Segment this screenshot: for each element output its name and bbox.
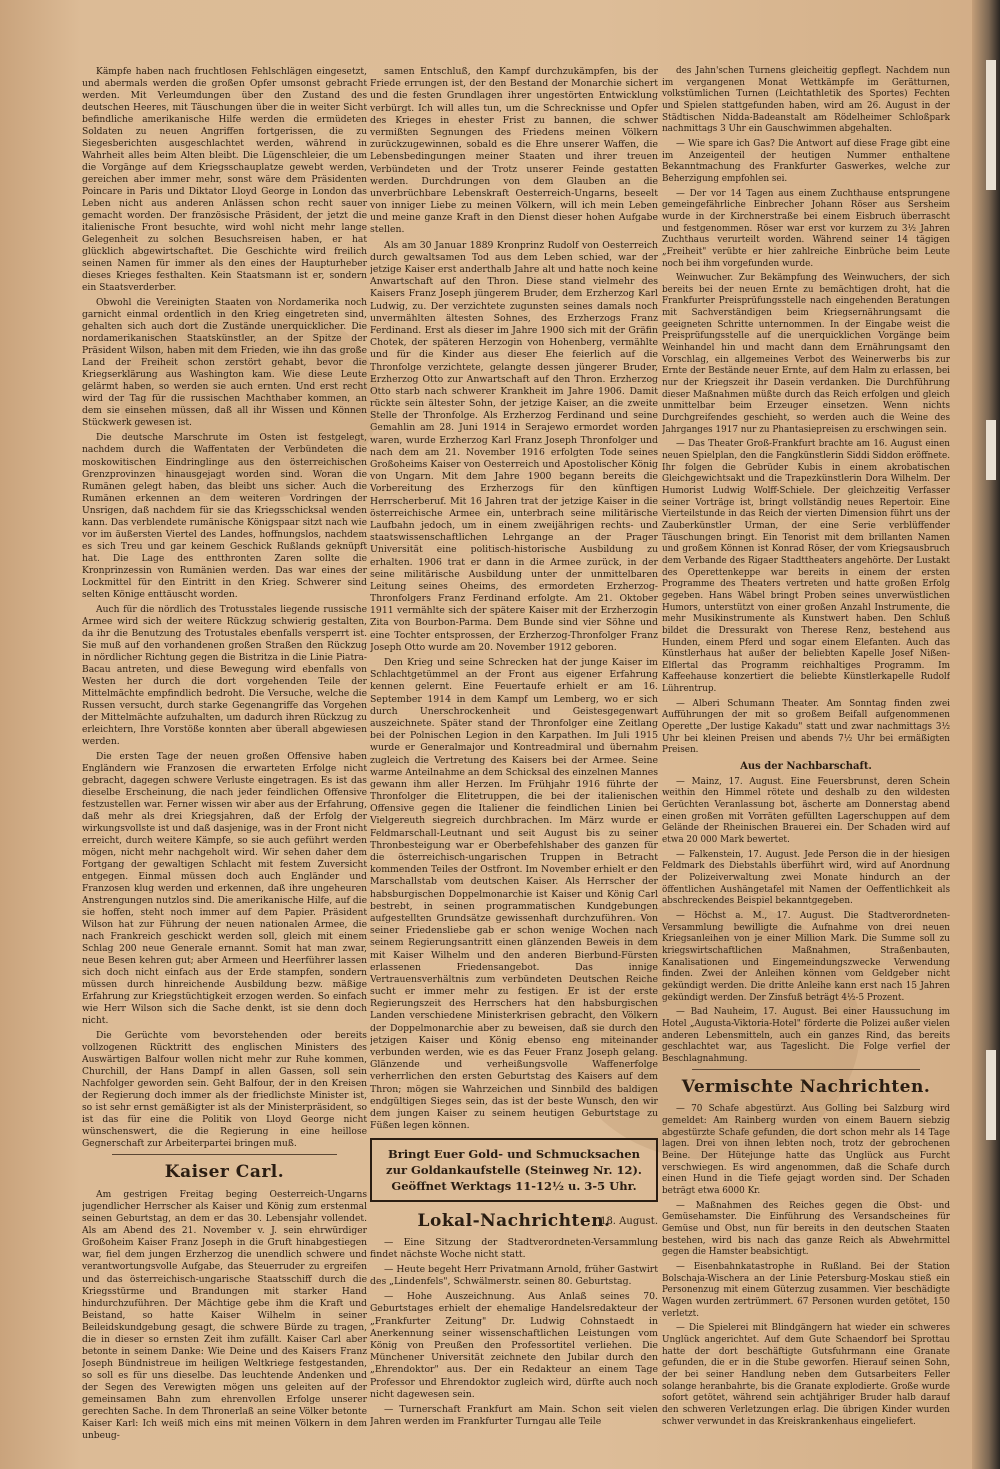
- paragraph: Die ersten Tage der neuen großen Offensive haben Engländern wie Franzosen die erwarteten Erfolge nicht gebracht, dagegen schwere Verluste eingetragen. Es ist das dieselbe Erscheinung, die nach jeder feindlichen Offensive festzustellen war. Ferner wissen wir aber aus der Erfahrung, daß mehr als drei Kriegsjahren, daß der Erfolg der wirkungsvollste ist und daß dasjenige, was in der Front nicht erreicht, durch weitere Kämpfe, so sie auch geführt werden mögen, nicht mehr nachgeholt wird. Wir sehen daher dem Fortgang der gewaltigen Schlacht mit festem Zuversicht entgegen. Einmal müssen doch auch Engländer und Franzosen klug werden und erkennen, daß ihre ungeheuren Anstrengungen nutzlos sind. Die amerikanische Hilfe, auf die sie hoffen, steht noch immer auf dem Papier. Präsident Wilson hat zur Führung der neuen nationalen Armee, die nach Frankreich geschickt werden soll, gleich mit einem Schlag 200 neue Generale ernannt. Somit hat man zwar, neue Besen kehren gut; aber Armeen und Heerführer lassen sich doch nicht einfach aus der Erde stampfen, sondern müssen durch hinreichende Ausbildung bezw. mäßige Erfahrung zur Kriegstüchtigkeit erzogen werden. So einfach wie Herr Wilson sich die Sache denkt, ist sie denn doch nicht.: [82, 751, 367, 1027]
- vermischte-article: [662, 1104, 950, 1428]
- ad-line-1: Bringt Euer Gold- und Schmucksachen: [388, 1147, 640, 1162]
- paragraph: — Höchst a. M., 17. August. Die Stadtverordneten-Versammlung bewilligte die Aufnahme von drei neuen Kriegsanleihen von je einer Million Mark. Die Summe soll zu kriegswirtschaftlichen Maßnahmen, Straßenbauten, Kanalisationen und Eingemeindungszwecke Verwendung finden. Zwei der Anleihen können vom Geldgeber nicht gekündigt werden. Die dritte Anleihe kann erst nach 15 Jahren gekündigt werden. Der Zinsfuß beträgt 4½-5 Prozent.: [662, 910, 950, 1003]
- col3-article: [662, 66, 950, 757]
- paragraph: des Jahn'schen Turnens gleicheitig gepflegt. Nachdem nun im vergangenen Monat Wettkämpfe im Gerätturnen, volkstümlichen Turnen (Leichtathletik des Sportes) Fechten und Spielen stattgefunden haben, wird am 26. August in der Städtischen Nidda-Badeanstalt am Rödelheimer Schloßpark nachmittags 3 Uhr ein Gauschwimmen abgehalten.: [662, 66, 950, 135]
- paragraph: Obwohl die Vereinigten Staaten von Nordamerika noch garnicht einmal ordentlich in den Krieg eingetreten sind, gehalten sich auch dort die Zustände unerquicklicher. Die nordamerikanischen Staatskünstler, an der Spitze der Präsident Wilson, haben mit dem Frieden, wie ihn das große Land der Freiheit schon zerstört gehabt, bevor die Kriegserklärung aus Washington kam. Wie diese Leute gelärmt haben, so werden sie auch ernten. Und erst recht wird der Tag für die russischen Machthaber kommen, an dem sie einsehen müssen, daß all ihr Wissen und Können Stückwerk gewesen ist.: [82, 298, 367, 429]
- paragraph: Auch für die nördlich des Trotusstales liegende russische Armee wird sich der weitere Rückzug schwierig gestalten, da ihr die Benutzung des Trotustales ebenfalls versperrt ist. Sie muß auf den vorhandenen großen Straßen den Rückzug in nördlicher Richtung gegen die Bistritza in die Linie Piatra-Bacau antreten, und diese Bewegung wird ebenfalls von Westen her durch die dort vorgehenden Teile der Mittelmächte empfindlich bedroht. Die Versuche, welche die Russen versucht, durch starke Gegenangriffe das Vorgehen der Mittelmächte aufzuhalten, um dadurch ihren Rückzug zu erleichtern, Ihre Vorstöße konnten aber überall abgewiesen werden.: [82, 604, 367, 747]
- paragraph: — Wie spare ich Gas? Die Antwort auf diese Frage gibt eine im Anzeigenteil der heutigen Nummer enthaltene Bekanntmachung des Frankfurter Gaswerkes, welche zur Beherzigung empfohlen sei.: [662, 138, 950, 184]
- paragraph: — Die Spielerei mit Blindgängern hat wieder ein schweres Unglück angerichtet. Auf dem Gute Schaendorf bei Sprottau hatte der dort beschäftigte Gutsfuhrmann eine Granate gefunden, die er in die Stube geworfen. Hierauf seinen Sohn, der bei seiner Handlung neben dem Gutsarbeiters Feller solange heranbahrte, bis die Granate explodierte. Große wurde sofort getötet, während sein achtjähriger Bruder halb darauf den schweren Verletzungen erlag. Die übrigen Kinder wurden schwer verwundet in das Kreiskrankenhaus eingeliefert.: [662, 1323, 950, 1427]
- paragraph: — Das Theater Groß-Frankfurt brachte am 16. August einen neuen Spielplan, den die Fangkünstlerin Siddi Siddon eröffnete. Ihr folgen die Gebrüder Kubis in einem akrobatischen Gleichgewichtsakt und die Trapezkünstlerin Dora Wilhelm. Der Humorist Ludwig Wolff-Schiele. Der gleichzeitig Verfasser seiner Vorträge ist, bringt vollständig neues Repertoir. Eine Vierteilstunde in das Reich der vierten Dimension führt uns der Zauberkünstler Urman, der eine Serie verblüffender Täuschungen bringt. Ein Tenorist mit dem brillanten Namen und großem Können ist Konrad Röser, der vom Kriegsausbruch dem Verbande des Rigaer Stadttheaters angehörte. Der Lustakt des Operettenkeppe war bereits in einem der ersten Programme des Theaters vertreten und hatte großen Erfolg gegeben. Hans Wäbel bringt Proben seines unverwüstlichen Humors, unterstützt von einer großen Anzahl Instrumente, die mehr Musikinstrumente als Kunstwert haben. Den Schluß bildet die Dressurakt von Therese Renz, bestehend aus Hunden, einem Pferd und sogar einem Elefanten. Auch das Künstlerhaus hat außer der beliebten Kapelle Josef Nißen-Elflertal das Programm reichhaltiges Programm. Im Kaffeehause konzertiert die beliebte Künstlerkapelle Rudolf Lührentrup.: [662, 439, 950, 695]
- paragraph: — 70 Schafe abgestürzt. Aus Golling bei Salzburg wird gemeldet: Am Rainberg wurden von einem Bauern siebzig abgestürzte Schafe gefunden, die dort schon mehr als 14 Tage lagen. Drei von ihnen lebten noch, trotz der gebrochenen Beine. Der Hütejunge hatte das Unglück aus Furcht verschwiegen. Es wird angenommen, daß die Schafe durch einen Hund in die Tiefe gejagt worden sind. Der Schaden beträgt etwa 6000 Kr.: [662, 1104, 950, 1197]
- ad-line-2: zur Goldankaufstelle (Steinweg Nr. 12).: [386, 1163, 642, 1178]
- nachbarschaft-article: [662, 777, 950, 1066]
- column-1: [82, 66, 367, 1461]
- paragraph: — Eisenbahnkatastrophe in Rußland. Bei der Station Bolschaja-Wischera an der Linie Petersburg-Moskau stieß ein Personenzug mit einem Güterzug zusammen. Vier beschädigte Wagen wurden zertrümmert. 67 Personen wurden getötet, 150 verletzt.: [662, 1262, 950, 1319]
- adjacent-page-strip: [986, 420, 996, 480]
- paragraph: Am gestrigen Freitag beging Oesterreich-Ungarns jugendlicher Herrscher als Kaiser und König zum erstenmal seinen Geburtstag, an dem er das 30. Lebensjahr vollendet. Als am Abend des 21. November v. J. sein ehrwürdiger Großoheim Kaiser Franz Joseph in die Gruft hinabgestiegen war, fiel dem jungen Erzherzog die unendlich schwere und verantwortungsvolle Aufgabe, das Steuerruder zu ergreifen und das österreichisch-ungarische Staatsschiff durch die Kriegsstürme und Brandungen mit starker Hand hindurchzuführen. Der Mächtige gebe ihm die Kraft und Beistand, so hatte Kaiser Wilhelm in seiner Beileidskundgebung gesagt, die schwere Bürde zu tragen, die in dieser so ernsten Zeit ihm zufällt. Kaiser Carl aber betonte in seinem Danke: Wie Deine und des Kaisers Franz Joseph Bündnistreue im heiligen Weltkriege festgestanden, so soll es für uns dieselbe. Das leuchtende Andenken und der Segen des Verewigten mögen uns geleiten auf der gemeinsamen Bahn zum ehrenvollen Erfolge unserer gerechten Sache. In dem Thronerlaß an seine Völker betonte Kaiser Karl: Ich weiß mich eins mit meinen Völkern in dem unbeug-: [82, 1190, 367, 1441]
- paragraph: — Eine Sitzung der Stadtverordneten-Versammlung findet nächste Woche nicht statt.: [370, 1236, 658, 1260]
- vermischte-title: Vermischte Nachrichten.: [681, 1077, 931, 1098]
- adjacent-page-strip: [986, 1050, 996, 1140]
- paragraph: Weinwucher. Zur Bekämpfung des Weinwuchers, der sich bereits bei der neuen Ernte zu bemächtigen droht, hat die Frankfurter Preisprüfungsstelle nach eingehenden Beratungen mit Sachverständigen beim Kriegsernährungsamt die geeigneten Schritte unternommen. In der Eingabe weist die Preisprüfungsstelle auf die unerquicklichen Vorgänge beim Weinhandel hin und macht dann dem Ernährungsamt den Vorschlag, ein allgemeines Verbot des Weinerwerbs bis zur Ernte der Bestände neuer Ernte, auf dem Halm zu erlassen, bei nur der Kriegszeit ihr Dasein verdanken. Die Durchführung dieser Maßnahmen müßte durch das Reich erfolgen und gleich unmittelbar beim Erzeuger einsetzen. Wenn nichts Durchgreifendes geschieht, so werden auch die Weine des Jahrganges 1917 nur zu Phantasiepreisen zu erschwingen sein.: [662, 273, 950, 435]
- ad-line-3: Geöffnet Werktags 11-12½ u. 3-5 Uhr.: [391, 1179, 637, 1194]
- paragraph: — Mainz, 17. August. Eine Feuersbrunst, deren Schein weithin den Himmel rötete und deshalb zu den wildesten Gerüchten Veranlassung bot, äscherte am Donnerstag abend einen großen mit Vorräten gefüllten Lagerschuppen auf dem Gelände der Rheinischen Brauerei ein. Der Schaden wird auf etwa 20 000 Mark bewertet.: [662, 776, 950, 845]
- paragraph: — Falkenstein, 17. August. Jede Person die in der hiesigen Feldmark des Diebstahls überführt wird, wird auf Anordnung der Polizeiverwaltung zwei Monate hindurch an der öffentlichen Aushängetafel mit Namen der Oeffentlichkeit als abschreckendes Beispiel bekanntgegeben.: [662, 849, 950, 907]
- nachbarschaft-title: Aus der Nachbarschaft.: [740, 761, 872, 773]
- lokal-article: [370, 1237, 658, 1429]
- kaiser-carl-article: [82, 1189, 367, 1441]
- paragraph: — Bad Nauheim, 17. August. Bei einer Haussuchung im Hotel „Augusta-Viktoria-Hotel" förderte die Polizei außer vielen anderen Lebensmitteln, auch ein ganzes Rind, das bereits geschlachtet war, aus Tageslicht. Die Folge verfiel der Beschlagnahmung.: [662, 1007, 950, 1064]
- paragraph: — Turnerschaft Frankfurt am Main. Schon seit vielen Jahren werden im Frankfurter Turngau alle Teile: [370, 1403, 658, 1428]
- lokal-date: 18. August.: [600, 1216, 658, 1228]
- lokal-nachrichten-title: Lokal-Nachrichten.: [417, 1211, 611, 1232]
- paragraph: Die Gerüchte vom bevorstehenden oder bereits vollzogenen Rücktritt des englischen Ministers des Auswärtigen Balfour wollen nicht mehr zur Ruhe kommen, Churchill, der Hans Dampf in allen Gassen, soll sein Nachfolger geworden sein. Geht Balfour, der in den Kreisen der Regierung doch immer als der friedlichste Minister ist, so ist sehr ernst gemäßigter ist als der Ministerpräsident, so ist das für eine die Politik von Lloyd George nicht wünschenswert, die die Regierung in eine heillose Gegnerschaft zur Arbeiterpartei bringen muß.: [82, 1031, 367, 1150]
- column-3: [662, 66, 950, 1461]
- col2-article: [370, 66, 658, 1132]
- paragraph: — Maßnahmen des Reiches gegen die Obst- und Gemüsehamster. Die Einführung des Versandscheines für Gemüse und Obst, nun für bereits in den deutschen Staaten bestehen, wird bis nach das ganze Reich als Abwehrmittel gegen die Hamster beabsichtigt.: [662, 1200, 950, 1258]
- paragraph: Als am 30 Januar 1889 Kronprinz Rudolf von Oesterreich durch gewaltsamen Tod aus dem Leben schied, war der jetzige Kaiser erst anderthalb Jahre alt und hatte noch keine Anwartschaft auf den Thron. Diese stand vielmehr des Kaisers Franz Joseph jüngerem Bruder, dem Erzherzog Karl Ludwig, zu. Der verzichtete zugunsten seines damals noch unvermählten ältesten Sohnes, des Erzherzogs Franz Ferdinand. Erst als dieser im Jahre 1900 sich mit der Gräfin Chotek, der späteren Herzogin von Hohenberg, vermählte und für die Kinder aus dieser Ehe feierlich auf die Thronfolge verzichtete, gelangte dessen jüngerer Bruder, Erzherzog Otto zur Anwartschaft auf den Thron. Erzherzog Otto starb nach schwerer Krankheit im Jahre 1906. Damit rückte sein ältester Sohn, der jetzige Kaiser, an die zweite Stelle der Thronfolge. Als Erzherzog Ferdinand und seine Gemahlin am 28. Juni 1914 in Serajewo ermordet worden waren, wurde Erzherzog Karl Franz Joseph Thronfolger und nach dem am 21. November 1916 erfolgten Tode seines Großoheims Kaiser von Oesterreich und Apostolischer König von Ungarn. Mit dem Jahre 1900 begann bereits die Vorbereitung des Erzherzogs für den künftigen Herrscherberuf. Mit 16 Jahren trat der jetzige Kaiser in die österreichische Armee ein, unterbrach seine militärische Laufbahn jedoch, um in einem zweijährigen rechts- und staatswissenschaftlichen Lehrgange an der Prager Universität eine politisch-historische Ausbildung zu erhalten. 1906 trat er dann in die Armee zurück, in der seine militärische Ausbildung unter der unmittelbaren Leitung seines Oheims, des ermordeten Erzherzog-Thronfolgers Franz Ferdinand erfolgte. Am 21. Oktober 1911 vermählte sich der spätere Kaiser mit der Erzherzogin Zita von Bourbon-Parma. Dem Bunde sind vier Söhne und eine Tochter entsprossen, der Erzherzog-Thronfolger Franz Joseph Otto wurde am 20. November 1912 geboren.: [370, 239, 658, 653]
- column-2: [370, 66, 658, 1461]
- paragraph: — Der vor 14 Tagen aus einem Zuchthause entsprungene gemeingefährliche Einbrecher Johann Röser aus Sersheim wurde in der Kirchnerstraße bei einem Eisbruch überrascht und festgenommen. Röser war erst vor kurzem zu 3½ Jahren Zuchthaus verurteilt worden. Während seiner 14 tägigen „Freiheit" verübte er hier zahlreiche Einbrüche beim Leute noch bei ihm vorgefunden wurde.: [662, 188, 950, 269]
- divider: [112, 1154, 337, 1155]
- paragraph: Den Krieg und seine Schrecken hat der junge Kaiser im Schlachtgetümmel an der Front aus eigener Erfahrung kennen gelernt. Eine Feuertaufe erhielt er am 16. September 1914 in dem Kampf um Lemberg, wo er sich durch Unerschrockenheit und Geistesgegenwart auszeichnete. Später stand der Thronfolger eine Zeitlang bei der Polnischen Legion in den Karpathen. Im Juli 1915 wurde er Generalmajor und Kontreadmiral und übernahm zugleich die Vertretung des Kaisers bei der Armee. Seine warme Anteilnahme an dem Schicksal des einzelnen Mannes gewann ihm aller Herzen. Im Frühjahr 1916 führte der Thronfolger die Elitetruppen, die bei der italienischen Offensive gegen die Italiener die feindlichen Linien bei Vielgereuth siegreich durchbrachen. Im März wurde er Feldmarschall-Leutnant und seit August bis zu seiner Thronbesteigung war er Oberbefehlshaber des ganzen für die österreichisch-ungarischen Truppen in Betracht kommenden Teiles der Ostfront. Im November erhielt er den Marschallstab vom deutschen Kaiser. Als Herrscher der habsburgischen Doppelmonarchie ist Kaiser und König Carl bestrebt, in seinen programmatischen Kundgebungen aufgestellten Grundsätze gewissenhaft durchzuführen. Von seiner Friedensliebe gab er schon wenige Wochen nach seinem Regierungsantritt einen glänzenden Beweis in dem mit Kaiser Wilhelm und den anderen Bierbund-Fürsten erlassenen Friedensangebot. Das innige Vertrauensverhältnis zum verbündeten Deutschen Reiche sucht er immer mehr zu festigen. Er ist der erste Regierungszeit des Herrschers hat den habsburgischen Landen verschiedene Ministerkrisen gebracht, den Völkern der Doppelmonarchie aber zu beweisen, daß sie durch den jetzigen Kaiser und König ebenso eng miteinander verbunden werden, wie es das Feuer Franz Joseph gelang. Glänzende und verheißungsvolle Waffenerfolge verherrlichen den ersten Geburtstag des Kaisers auf dem Thron; mögen sie Wahrzeichen und Sinnbild des baldigen endgültigen Sieges sein, das ist der beste Wunsch, den wir dem jungen Kaiser zu seinem heutigen Geburtstage zu Füßen legen können.: [370, 657, 658, 1132]
- divider: [692, 1069, 920, 1070]
- kaiser-carl-title: Kaiser Carl.: [164, 1162, 285, 1183]
- col1-article: [82, 66, 367, 1150]
- paragraph: — Alberi Schumann Theater. Am Sonntag finden zwei Aufführungen der mit so großem Beifall aufgenommenen Operette „Der lustige Kakadu" statt und zwar nachmittags 3½ Uhr bei kleinen Preisen und abends 7½ Uhr bei ermäßigten Preisen.: [662, 698, 950, 756]
- paragraph: — Heute begeht Herr Privatmann Arnold, früher Gastwirt des „Lindenfels", Schwälmerstr. seinen 80. Geburtstag.: [370, 1263, 658, 1288]
- gold-advertisement: [370, 1138, 658, 1202]
- paragraph: — Hohe Auszeichnung. Aus Anlaß seines 70. Geburtstages erhielt der ehemalige Handelsredakteur der „Frankfurter Zeitung" Dr. Ludwig Cohnstaedt in Anerkennung seiner wissenschaftlichen Leistungen vom König von Preußen den Professortitel verliehen. Die Münchener Universität zeichnete den Jubilar durch den „Ehrendoktor" aus. Der ein Redakteur an einem Tage Professor und Ehrendoktor zugleich wird, dürfte auch noch nicht dagewesen sein.: [370, 1291, 658, 1400]
- paragraph: Die deutsche Marschrute im Osten ist festgelegt, nachdem durch die Waffentaten der Verbündeten die moskowitischen Eindringlinge aus den österreichischen Grenzprovinzen hinausgejagt worden sind. Woran die Rumänen gelegt haben, das bleibt uns sicher. Auch die Rumänen erkennen an dem weiteren Vordringen der Unsrigen, daß nachdem für sie das Kriegsschicksal wenden kann. Das verblendete rumänische Königspaar sitzt nach wie vor im äußersten Viertel des Landes, hoffnungslos, nachdem es sich Treu und gar keinem Geschick Rußlands geknüpft hat. Die Lage des entthronten Zaren sollte die Kronprinzessin von Rumänien werden. Das war eines der Lockmittel für den Eintritt in den Krieg. Schwerer sind selten Könige enttäuscht worden.: [82, 433, 367, 600]
- binding-edge: [972, 0, 1000, 1469]
- paragraph: samen Entschluß, den Kampf durchzukämpfen, bis der Friede errungen ist, der den Bestand der Monarchie sichert und die festen Grundlagen ihrer ungestörten Entwicklung verbürgt. Ich will alles tun, um die Schrecknisse und Opfer des Krieges in ehester Frist zu bannen, die schwer vermißten Segnungen des Friedens meinen Völkern zurückzugewinnen, sobald es die Ehre unserer Waffen, die Lebensbedingungen meiner Staaten und ihrer treuen Verbündeten und der Trotz unserer Feinde gestatten werden. Durchdrungen von dem Glauben an die unverbrüchbare Lebenskraft Oesterreich-Ungarns, beseelt von inniger Liebe zu meinen Völkern, will ich mein Leben und meine ganze Kraft in den Dienst dieser hohen Aufgabe stellen.: [370, 66, 658, 236]
- adjacent-page-strip: [986, 60, 996, 190]
- paragraph: Kämpfe haben nach fruchtlosen Fehlschlägen eingesetzt, und abermals werden die großen Opfer umsonst gebracht werden. Mit Verleumdungen über den Zustand des deutschen Heeres, mit Täuschungen über die in weiter Sicht befindliche amerikanische Hilfe werden die ermüdeten Soldaten zu neuen Angriffen fortgerissen, die zu Siegesberichten ausgeschlachtet werden, während in Wahrheit alles beim Alten bleibt. Die Lügenschleier, die um die Vorgänge auf dem Kriegsschauplatze gewebt werden, gereichen aber immer mehr, sonst wäre dem Präsidenten Poincare in Paris und Diktator Lloyd George in London das Leben nicht aus anderen Anlässen schon recht sauer gemacht worden. Der französische Präsident, der jetzt die italienische Front besuchte, wird wohl nicht mehr lange Gelegenheit zu solchen Besuchsreisen haben, er hat glücklich abgewirtschaftet. Die Geschichte wird freilich seinen Namen für immer als den eines der Haupturheber dieses Krieges festhalten. Kein Staatsmann ist er, sondern ein Staatsverderber.: [82, 67, 367, 294]
